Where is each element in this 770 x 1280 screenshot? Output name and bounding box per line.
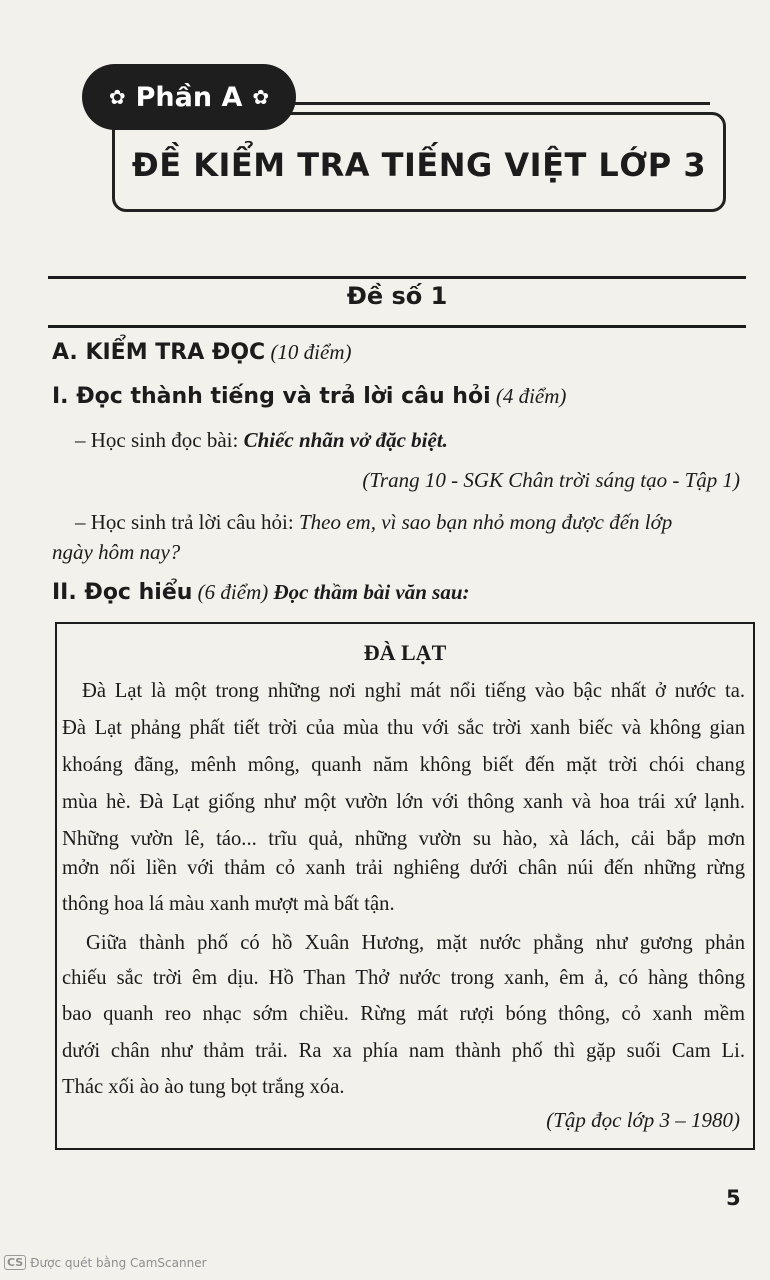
- question-line-1: Theo em, vì sao bạn nhỏ mong được đến lớp: [298, 510, 673, 534]
- banner-rule: [290, 102, 710, 105]
- passage-line: thông hoa lá màu xanh mượt mà bất tận.: [62, 893, 395, 915]
- read-task: [75, 428, 448, 453]
- passage-line: khoáng đãng, mênh mông, quanh năm không biết đến mặt trời chói chang: [62, 754, 745, 776]
- watermark-text: Được quét bằng CamScanner: [30, 1255, 207, 1270]
- passage-line: Thác xối ào ào tung bọt trắng xóa.: [62, 1076, 345, 1098]
- passage-line: chiếu sắc trời êm dịu. Hồ Than Thở nước trong xanh, êm ả, có hàng thông: [62, 967, 745, 989]
- divider-top: [48, 276, 746, 279]
- section-a-heading: A. KIỂM TRA ĐỌC: [52, 340, 266, 365]
- question-task: [75, 510, 672, 535]
- part-2-instruction: Đọc thầm bài văn sau:: [273, 580, 470, 604]
- flower-icon: ✿: [108, 85, 126, 109]
- page-number: 5: [726, 1186, 741, 1210]
- read-prefix: – Học sinh đọc bài:: [75, 428, 244, 452]
- passage-line: mùa hè. Đà Lạt giống như một vườn lớn với thông xanh và hoa trái xứ lạnh.: [62, 791, 745, 813]
- part-1-points: (4 điểm): [495, 384, 567, 408]
- passage-line: mởn nối liền với thảm cỏ xanh trải nghiêng dưới chân núi đến những rừng: [62, 857, 745, 879]
- part-1-heading: I. Đọc thành tiếng và trả lời câu hỏi: [52, 384, 491, 409]
- camscanner-logo-icon: CS: [4, 1255, 26, 1270]
- part-label: Phần A: [135, 81, 243, 113]
- section-a-heading-row: [52, 340, 352, 365]
- section-a-points: (10 điểm): [270, 340, 352, 364]
- scanner-watermark: [4, 1255, 207, 1270]
- question-prefix: – Học sinh trả lời câu hỏi:: [75, 510, 299, 534]
- divider-bottom: [48, 325, 746, 328]
- read-title: Chiếc nhãn vở đặc biệt.: [243, 428, 448, 452]
- read-source: (Trang 10 - SGK Chân trời sáng tạo - Tập 1): [362, 468, 740, 492]
- part-2-points: (6 điểm): [197, 580, 269, 604]
- passage-line: dưới chân như thảm trải. Ra xa phía nam thành phố thì gặp suối Cam Li.: [62, 1040, 745, 1062]
- passage-title: ĐÀ LẠT: [363, 640, 447, 665]
- passage-line: Những vườn lê, táo... trĩu quả, những vườn su hào, xà lách, cải bắp mơn: [62, 828, 745, 850]
- exam-number: Đề số 1: [346, 282, 448, 310]
- part-2-heading-row: [52, 580, 470, 605]
- question-line-2: ngày hôm nay?: [52, 540, 181, 564]
- passage-line: Đà Lạt là một trong những nơi nghỉ mát nổi tiếng vào bậc nhất ở nước ta.: [82, 680, 745, 702]
- passage-line: Giữa thành phố có hồ Xuân Hương, mặt nước phẳng như gương phản: [86, 932, 745, 954]
- flower-icon: ✿: [252, 85, 270, 109]
- passage-line: Đà Lạt phảng phất tiết trời của mùa thu với sắc trời xanh biếc và không gian: [62, 717, 745, 739]
- passage-source: (Tập đọc lớp 3 – 1980): [546, 1108, 740, 1132]
- part-2-heading: II. Đọc hiểu: [52, 580, 193, 605]
- passage-line: bao quanh reo nhạc sớm chiều. Rừng mát rượi bóng thông, cỏ xanh mềm: [62, 1003, 745, 1025]
- part-1-heading-row: [52, 384, 566, 409]
- page-title: ĐỀ KIỂM TRA TIẾNG VIỆT LỚP 3: [131, 146, 707, 184]
- part-badge: [82, 64, 296, 130]
